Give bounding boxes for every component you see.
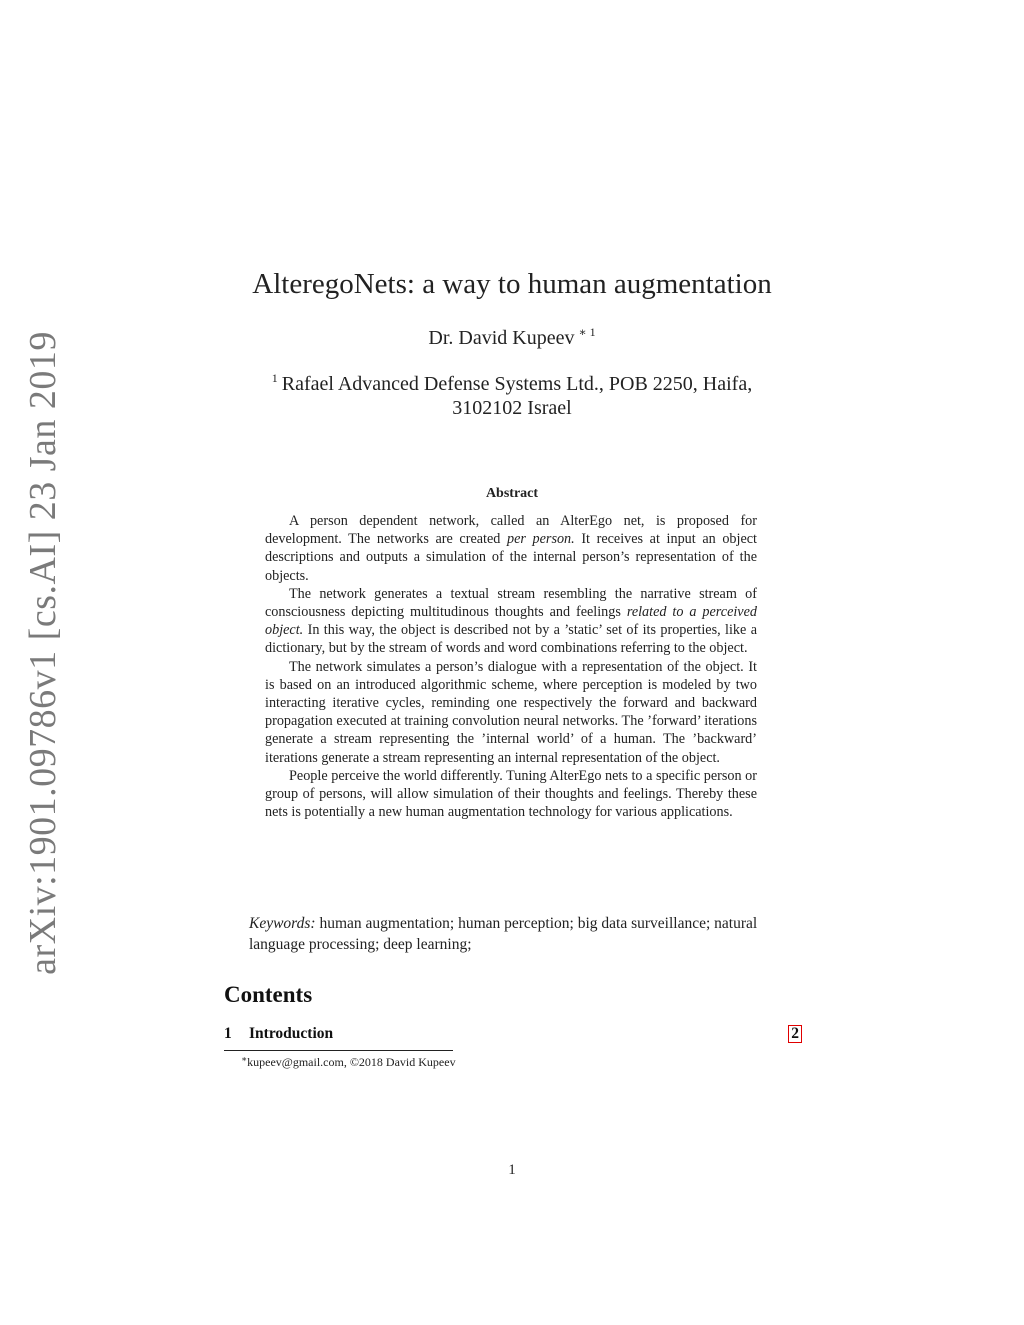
author-name: Dr. David Kupeev (428, 327, 575, 349)
abstract-p1-text-a: A person dependent network, called an AlterEgo net, is proposed for development. The networks are created (265, 513, 757, 548)
abstract-body (265, 512, 757, 821)
abstract-p1-text-b: It receives at input an object descriptions and outputs a simulation of the internal person’s representation of the objects. (265, 531, 757, 584)
footnote (241, 1054, 456, 1070)
toc-entry-title[interactable]: Introduction (249, 1025, 334, 1042)
affiliation-text-1: Rafael Advanced Defense Systems Ltd., POB 2250, Haifa, (281, 373, 753, 395)
arxiv-side-stamp: arXiv:1901.09786v1 [cs.AI] 23 Jan 2019 (22, 331, 64, 975)
abstract-paragraph-1 (265, 512, 757, 585)
abstract-heading: Abstract (485, 486, 539, 501)
author-line (0, 325, 1024, 350)
contents-heading: Contents (224, 982, 313, 1007)
abstract-p1-emphasis: per person. (507, 531, 575, 548)
abstract-p2-emphasis: related to a perceived object. (265, 604, 757, 639)
abstract-p2-text-a: The network generates a textual stream resembling the narrative stream of consciousness depicting multitudinous thoughts and feelings (265, 585, 757, 621)
page-number: 1 (508, 1162, 516, 1178)
toc-entry-number: 1 (224, 1025, 232, 1042)
affiliation-mark: 1 (271, 371, 278, 385)
abstract-p2-text-b: In this way, the object is described not by a ’static’ set of its properties, like a dictionary, but by the stream of words and word combinations referring to the object. (265, 622, 757, 657)
affiliation (0, 366, 1024, 420)
keywords-text: human augmentation; human perception; big data surveillance; natural language processing; deep learning; (249, 915, 758, 953)
keywords-label: Keywords: (249, 915, 316, 932)
affiliation-line-1 (0, 366, 1024, 396)
toc-page-link[interactable]: 2 (788, 1025, 802, 1043)
author-marks: ∗ 1 (578, 325, 596, 339)
paper-title: AlteregoNets: a way to human augmentation (252, 268, 772, 300)
footnote-rule (224, 1050, 453, 1051)
toc-entry-introduction[interactable] (224, 1025, 802, 1045)
abstract-paragraph-3: The network simulates a person’s dialogue with a representation of the object. It is based on an introduced algorithmic scheme, where perception is modeled by two interacting iterative cycles, reminding one respectively the forward and backward propagation executed at training convolution neural networks. The ’forward’ iterations generate a stream representing the ’internal world’ of a human. The ’backward’ iterations generate a stream representing an internal representation of the object. (265, 658, 757, 766)
footnote-mark: ∗ (241, 1054, 248, 1064)
footnote-text: kupeev@gmail.com, ©2018 David Kupeev (247, 1055, 456, 1069)
abstract-paragraph-4: People perceive the world differently. Tuning AlterEgo nets to a specific person or group of persons, will allow simulation of their thoughts and feelings. Thereby these nets is potentially a new human augmentation technology for various applications. (265, 767, 757, 821)
affiliation-line-2: 3102102 Israel (452, 397, 572, 419)
abstract-paragraph-2 (265, 585, 757, 658)
keywords (249, 913, 797, 955)
